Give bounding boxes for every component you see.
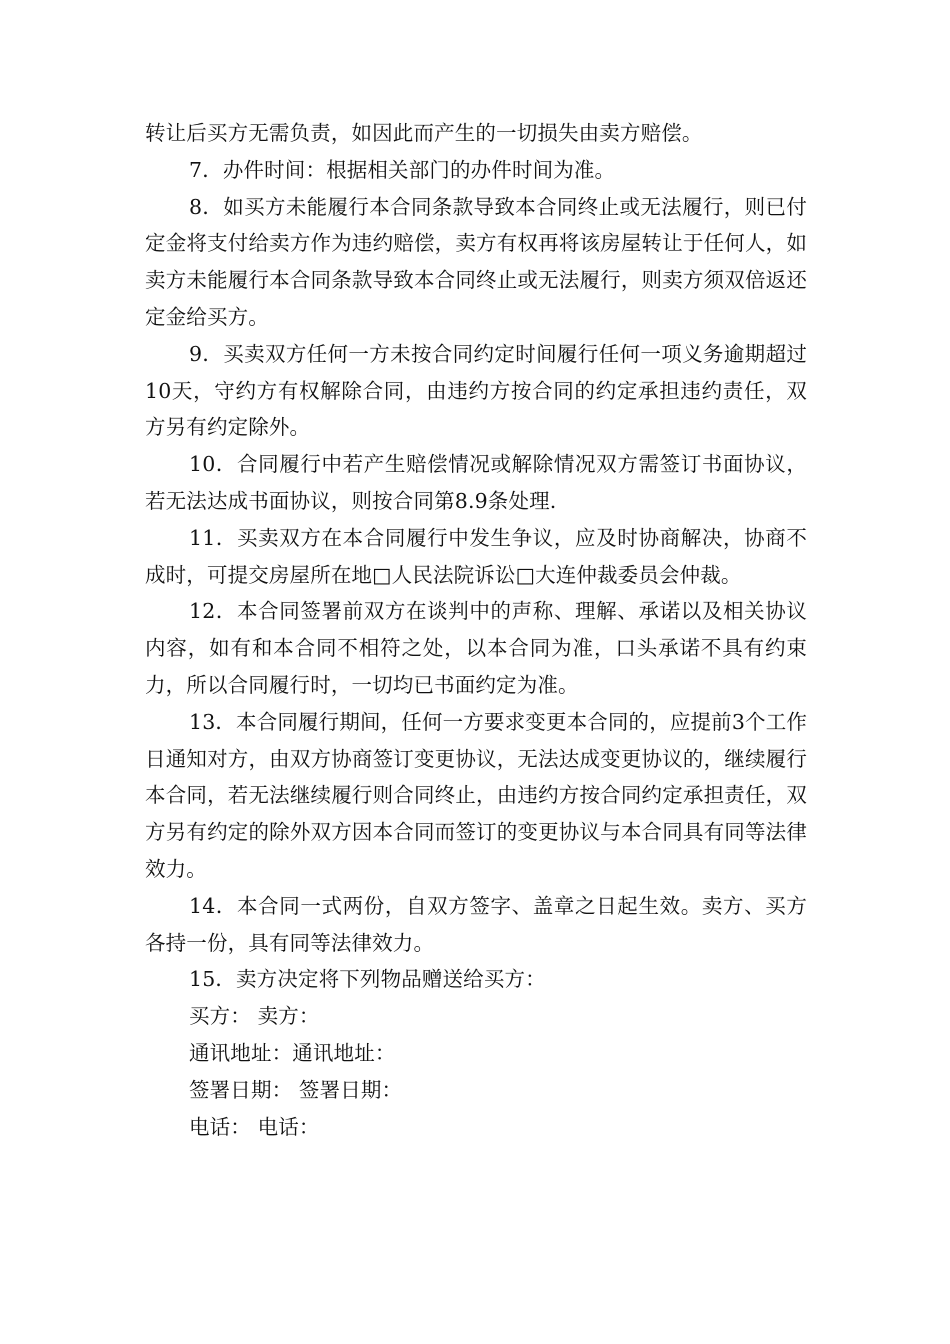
- clause-11: 11．买卖双方在本合同履行中发生争议，应及时协商解决，协商不成时，可提交房屋所在地□人民法院诉讼□大连仲裁委员会仲裁。: [145, 525, 807, 587]
- signature-date: 签署日期： 签署日期：: [189, 1077, 403, 1102]
- clause-7: 7．办件时间：根据相关部门的办件时间为准。: [189, 157, 616, 182]
- paragraph-continuation: 转让后买方无需负责，如因此而产生的一切损失由卖方赔偿。: [145, 121, 703, 145]
- signature-phone: 电话： 电话：: [189, 1114, 320, 1139]
- signature-address: 通讯地址：通讯地址：: [189, 1040, 396, 1065]
- clause-8: 8．如买方未能履行本合同条款导致本合同终止或无法履行，则已付定金将支付给卖方作为违约赔偿，卖方有权再将该房屋转让于任何人，如卖方未能履行本合同条款导致本合同终止或无法履行，则卖方须双倍返还定金给买方。: [145, 194, 807, 329]
- clause-9: 9．买卖双方任何一方未按合同约定时间履行任何一项义务逾期超过10天，守约方有权解除合同，由违约方按合同的约定承担违约责任，双方另有约定除外。: [145, 341, 807, 440]
- clause-15: 15．卖方决定将下列物品赠送给买方：: [189, 967, 546, 992]
- signature-parties: 买方： 卖方：: [189, 1004, 320, 1029]
- clause-12: 12．本合同签署前双方在谈判中的声称、理解、承诺以及相关协议内容，如有和本合同不相符之处，以本合同为准，口头承诺不具有约束力，所以合同履行时，一切均已书面约定为准。: [145, 599, 807, 697]
- contract-body: [145, 115, 807, 1145]
- clause-14: 14．本合同一式两份，自双方签字、盖章之日起生效。卖方、买方各持一份，具有同等法律效力。: [145, 893, 807, 955]
- clause-10: 10．合同履行中若产生赔偿情况或解除情况双方需签订书面协议，若无法达成书面协议，则按合同第8.9条处理.: [145, 452, 807, 513]
- clause-13: 13．本合同履行期间，任何一方要求变更本合同的，应提前3个工作日通知对方，由双方协商签订变更协议，无法达成变更协议的，继续履行本合同，若无法继续履行则合同终止，由违约方按合同约定承担责任，双方另有约定的除外双方因本合同而签订的变更协议与本合同具有同等法律效力。: [145, 709, 807, 881]
